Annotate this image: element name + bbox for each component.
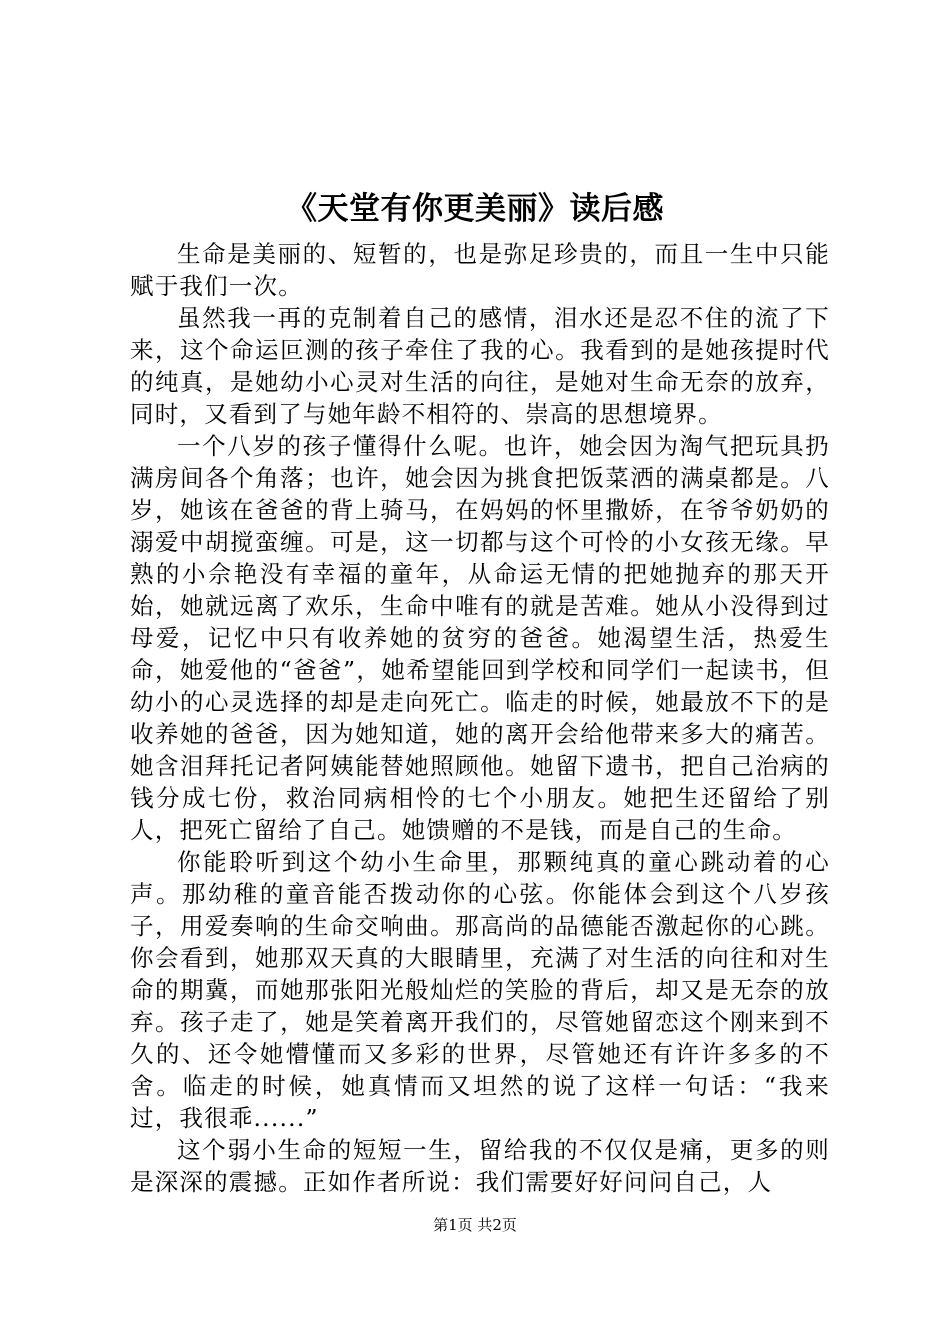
paragraph: 虽然我一再的克制着自己的感情，泪水还是忍不住的流了下来，这个命运叵测的孩子牵住了我的心。我看到的是她孩提时代的纯真，是她幼小心灵对生活的向往，是她对生命无奈的放弃，同时，又看到了与她年龄不相符的、崇高的思想境界。 xyxy=(130,304,830,428)
document-body xyxy=(130,238,830,1198)
document-title: 《天堂有你更美丽》读后感 xyxy=(286,191,664,227)
paragraph: 一个八岁的孩子懂得什么呢。也许，她会因为淘气把玩具扔满房间各个角落；也许，她会因为挑食把饭菜洒的满桌都是。八岁，她该在爸爸的背上骑马，在妈妈的怀里撒娇，在爷爷奶奶的溺爱中胡搅蛮缠。可是，这一切都与这个可怜的小女孩无缘。早熟的小佘艳没有幸福的童年，从命运无情的把她抛弃的那天开始，她就远离了欢乐，生命中唯有的就是苦难。她从小没得到过母爱，记忆中只有收养她的贫穷的爸爸。她渴望生活，热爱生命，她爱他的“爸爸”，她希望能回到学校和同学们一起读书，但幼小的心灵选择的却是走向死亡。临走的时候，她最放不下的是收养她的爸爸，因为她知道，她的离开会给他带来多大的痛苦。她含泪拜托记者阿姨能替她照顾他。她留下遗书，把自己治病的钱分成七份，救治同病相怜的七个小朋友。她把生还留给了别人，把死亡留给了自己。她馈赠的不是钱，而是自己的生命。 xyxy=(130,432,830,844)
paragraph: 这个弱小生命的短短一生，留给我的不仅仅是痛，更多的则是深深的震撼。正如作者所说：我们需要好好问问自己，人 xyxy=(130,1136,830,1196)
paragraph: 你能聆听到这个幼小生命里，那颗纯真的童心跳动着的心声。那幼稚的童音能否拨动你的心弦。你能体会到这个八岁孩子，用爱奏响的生命交响曲。那高尚的品德能否激起你的心跳。你会看到，她那双天真的大眼睛里，充满了对生活的向往和对生命的期冀，而她那张阳光般灿烂的笑脸的背后，却又是无奈的放弃。孩子走了，她是笑着离开我们的，尽管她留恋这个刚来到不久的、还令她懵懂而又多彩的世界，尽管她还有许许多多的不舍。临走的时候，她真情而又坦然的说了这样一句话：“我来过，我很乖......” xyxy=(130,848,830,1132)
page-footer: 第1页 共2页 xyxy=(433,1216,517,1234)
paragraph: 生命是美丽的、短暂的，也是弥足珍贵的，而且一生中只能赋于我们一次。 xyxy=(130,240,830,300)
